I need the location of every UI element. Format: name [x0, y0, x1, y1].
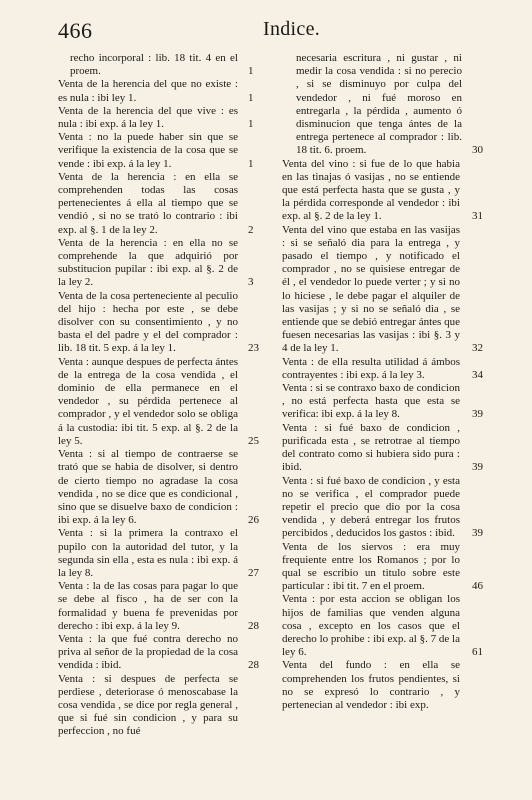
entry-text: Venta del vino que estaba en las vasijas : si se señaló dia para la entrega , y pasado el tiempo , y notificado el comprador , no se quisiese entregar de él , el vendedor lo puede verter ; y si no lo hiciese , le debe pagar el alquiler de las vasijas ; y si no se señaló dia , se entiende que se debió entregar ántes que fuesen necesarias las vasijas : ibi §. 3 y 4 de la ley 1.	[282, 223, 460, 355]
entry-text: Venta : por esta accion se obligan los hijos de familias que venden alguna cosa , excepto en los casos que el derecho lo prohibe : ibi exp. al §. 7 de la ley 6.	[282, 593, 460, 659]
entry-reference-number: 25	[248, 434, 259, 447]
entry-reference-number: 1	[248, 157, 254, 170]
index-entry	[282, 52, 530, 158]
index-entry	[58, 356, 280, 448]
entry-text: Venta : si la primera la contraxo el pupilo con la autoridad del tutor, y la segunda sin ella , esta es nula : ibi exp. á la ley 8.	[58, 527, 238, 579]
entry-text: Venta : si despues de perfecta se perdiese , deteriorase ó menoscabase la cosa vendida , se dice por regla general , que si fué sin condicion , y para su perfeccion , no fué	[58, 672, 238, 738]
entry-reference-number: 1	[248, 65, 254, 78]
entry-text: Venta : si se contraxo baxo de condicion , no está perfecta hasta que esta se verifica: ibi exp. á la ley 8.	[282, 382, 460, 421]
right-column	[282, 52, 530, 712]
index-entry	[282, 659, 530, 712]
entry-reference-number: 26	[248, 514, 259, 527]
entry-reference-number: 46	[472, 580, 483, 593]
entry-text: Venta de la herencia del que vive : es nula : ibi exp. á la ley 1.	[58, 104, 238, 131]
index-entry	[282, 593, 530, 659]
index-entry	[282, 422, 530, 475]
entry-reference-number: 61	[472, 646, 483, 659]
entry-text: necesaria escritura , ni gustar , ni medir la cosa vendida : si no perecio , si se disminuyo por culpa del vendedor , ni fué moroso en entregarla , la pérdida , aumento ó disminucion que tenga ántes de la entrega pertenece al comprador : lib. 18 tit. 6. proem.	[296, 52, 462, 157]
entry-reference-number: 31	[472, 210, 483, 223]
running-title: Indice.	[263, 18, 321, 40]
index-entry	[58, 290, 280, 356]
index-entry	[58, 78, 280, 104]
entry-reference-number: 32	[472, 342, 483, 355]
left-column	[58, 52, 280, 739]
index-entry	[282, 541, 530, 594]
entry-reference-number: 28	[248, 619, 259, 632]
entry-reference-number: 2	[248, 223, 254, 236]
entry-text: Venta del fundo : en ella se comprehenden los frutos pendientes, si no se expresó lo contrario , y pertenecian al vendedor : ibi exp.	[282, 659, 460, 711]
entry-text: Venta : si fué baxo de condicion , y esta no se verifica , el comprador puede repetir el precio que dio por la cosa vendida , y deberá entregar los frutos percibidos , deducidos los gastos : ibid.	[282, 474, 460, 540]
index-entry	[58, 52, 280, 78]
entry-text: Venta de la herencia : en ella no se comprehende la que adquirió por substitucion pupilar : ibi exp. al §. 2 de la ley 2.	[58, 236, 238, 289]
entry-text: Venta : aunque despues de perfecta ántes de la entrega de la cosa vendida , el dominio de ella permanece en el vendedor , su pérdida pertenece al comprador , y el vendedor solo se obliga á la custodia: ibi tit. 5 exp. al §. 2 de la ley 5.	[58, 355, 238, 447]
index-entry	[58, 633, 280, 673]
entry-text: Venta : la de las cosas para pagar lo que se debe al fisco , ha de ser con la formalidad y buena fe prevenidas por derecho : ibi exp. á la ley 9.	[58, 580, 238, 632]
entry-text: Venta de la herencia : en ella se comprehenden todas las cosas pertenecientes á ella al tiempo que se vendió , si no se trató lo contrario : ibi exp. al §. 1 de la ley 2.	[58, 170, 238, 236]
entry-reference-number: 34	[472, 368, 483, 381]
index-entry	[282, 382, 530, 422]
index-entry	[58, 448, 280, 527]
entry-text: Venta de la cosa perteneciente al peculio del hijo : hecha por este , se debe disolver con su consentimiento , y no basta el del padre y el del comprador : lib. 18 tit. 5 exp. á la ley 1.	[58, 289, 238, 355]
index-entry	[282, 475, 530, 541]
index-entry	[58, 105, 280, 131]
index-entry	[282, 224, 530, 356]
entry-reference-number: 30	[472, 144, 483, 157]
entry-text: Venta de la herencia del que no existe : es nula : ibi ley 1.	[58, 78, 238, 104]
index-entry	[282, 158, 530, 224]
entry-reference-number: 27	[248, 566, 259, 579]
index-entry	[58, 527, 280, 580]
index-entry	[58, 673, 280, 739]
index-entry	[58, 131, 280, 171]
entry-reference-number: 39	[472, 408, 483, 421]
entry-text: Venta : si al tiempo de contraerse se trató que se habia de disolver, si dentro de cierto tiempo no agradase la cosa vendida , no se dice que es condicional , sino que se disuelve baxo de condicion : ibi exp. á la ley 6.	[58, 448, 238, 527]
index-entry	[282, 356, 530, 382]
index-entry	[58, 237, 280, 290]
entry-text: Venta : la que fué contra derecho no priva al señor de la propiedad de la cosa vendida : ibid.	[58, 632, 238, 672]
entry-reference-number: 39	[472, 527, 483, 540]
entry-reference-number: 28	[248, 659, 259, 672]
entry-reference-number: 3	[248, 276, 254, 289]
entry-reference-number: 1	[248, 118, 254, 131]
page-header	[0, 18, 532, 42]
entry-text: Venta : de ella resulta utilidad á ámbos contrayentes : ibi exp. á la ley 3.	[282, 355, 460, 381]
entry-text: Venta : si fué baxo de condicion , purificada esta , se retrotrae al tiempo del contrato como si hubiera sido pura : ibid.	[282, 421, 460, 474]
entry-reference-number: 23	[248, 342, 259, 355]
page-number: 466	[58, 18, 93, 43]
entry-text: Venta del vino : si fue de lo que habia en las tinajas ó vasijas , no se entiende que está perfecta hasta que se gusta , y la pérdida corresponde al vendedor : ibi exp. al §. 2 de la ley 1.	[282, 157, 460, 223]
entry-reference-number: 1	[248, 91, 254, 104]
entry-text: Venta de los siervos : era muy frequiente entre los Romanos ; por lo qual se escribio un titulo sobre este particular : ibi tit. 7 en el proem.	[282, 540, 460, 593]
entry-reference-number: 39	[472, 461, 483, 474]
index-entry	[58, 171, 280, 237]
index-entry	[58, 580, 280, 633]
entry-text: recho incorporal : lib. 18 tit. 4 en el proem.	[70, 52, 238, 78]
entry-text: Venta : no la puede haber sin que se verifique la existencia de la cosa que se vende : ibi exp. á la ley 1.	[58, 131, 238, 170]
